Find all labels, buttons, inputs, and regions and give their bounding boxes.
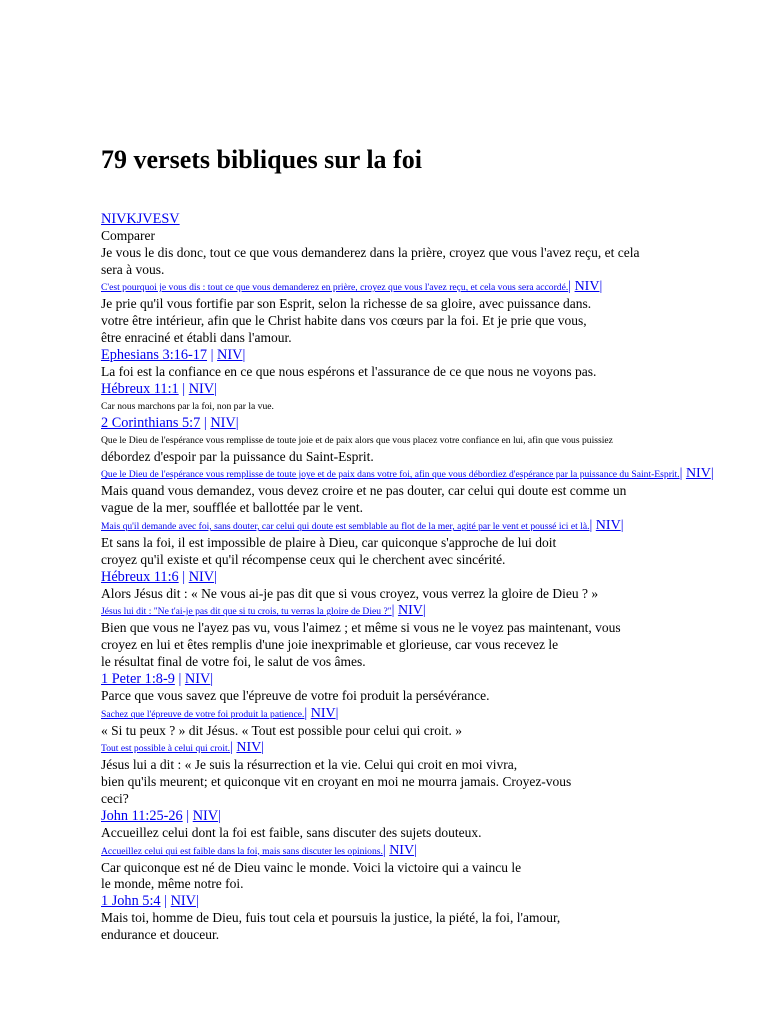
verse-text: Je prie qu'il vous fortifie par son Esprit, selon la richesse de sa gloire, avec puissance dans. <box>101 296 592 312</box>
reference-link[interactable]: John 11:25-26 <box>101 807 183 824</box>
version-tabs-link[interactable]: NIVKJVESV <box>101 211 180 227</box>
reference-link[interactable]: 2 Corinthians 5:7 <box>101 414 201 431</box>
separator: | <box>242 346 246 363</box>
verse-block <box>101 620 741 687</box>
verse-reference <box>101 381 741 398</box>
niv-link[interactable]: NIV <box>397 603 423 619</box>
separator: | <box>382 842 390 858</box>
verse-reference <box>101 415 741 432</box>
verse-text: ceci? <box>101 790 129 806</box>
verse-text: Je vous le dis donc, tout ce que vous demanderez dans la prière, croyez que vous l'avez reçu, et cela <box>101 244 640 260</box>
compare-label: Comparer <box>101 228 155 243</box>
verse-text: Car quiconque est né de Dieu vainc le monde. Voici la victoire qui a vaincu le <box>101 859 522 875</box>
alt-translation-link[interactable]: Que le Dieu de l'espérance vous remplisse de toute joye et de paix dans votre foi, afin que vous débordiez d'espérance par la puissance du Saint-Esprit. <box>101 469 680 481</box>
niv-wrap <box>383 843 417 858</box>
verse-text: Alors Jésus dit : « Ne vous ai-je pas dit que si vous croyez, vous verrez la gloire de Dieu ? » <box>101 585 599 601</box>
verse-block <box>101 723 741 758</box>
alt-translation <box>101 278 741 296</box>
verse-text: Jésus lui a dit : « Je suis la résurrection et la vie. Celui qui croit en moi vivra, <box>101 757 518 773</box>
verse-text: Et sans la foi, il est impossible de plaire à Dieu, car quiconque s'approche de lui doit <box>101 534 557 550</box>
verse-text: croyez qu'il existe et qu'il récompense ceux qui le cherchent avec sincérité. <box>101 551 506 567</box>
verse-block <box>101 364 741 398</box>
separator: | <box>335 705 339 721</box>
verse-block <box>101 860 741 911</box>
verse-block <box>101 688 741 723</box>
niv-link[interactable]: NIV <box>310 705 336 721</box>
niv-link[interactable]: NIV <box>184 670 211 687</box>
alt-translation <box>101 842 741 860</box>
alt-translation-link[interactable]: Mais qu'il demande avec foi, sans douter, car celui qui doute est semblable au flot de la mer, agité par le vent et poussé ici et là. <box>101 520 590 532</box>
verse-text: le monde, même notre foi. <box>101 876 244 892</box>
niv-link[interactable]: NIV <box>389 842 415 858</box>
reference-link[interactable]: Hébreux 11:6 <box>101 568 179 585</box>
niv-wrap <box>680 466 714 481</box>
separator: | <box>182 380 189 397</box>
verse-block <box>101 483 741 535</box>
niv-wrap <box>568 279 602 294</box>
alt-translation <box>101 517 741 535</box>
separator: | <box>414 842 417 858</box>
verse-list <box>101 211 741 944</box>
separator: | <box>210 670 214 687</box>
niv-link[interactable]: NIV <box>192 807 219 824</box>
verse-block <box>101 296 741 363</box>
separator: | <box>599 279 603 295</box>
verse-text: La foi est la confiance en ce que nous espérons et l'assurance de ce que nous ne voyons pas. <box>101 363 597 379</box>
separator: | <box>210 346 218 363</box>
separator: | <box>164 893 171 910</box>
verse-text: Accueillez celui dont la foi est faible, sans discuter des sujets douteux. <box>101 824 482 840</box>
verse-text: être enraciné et établi dans l'amour. <box>101 329 292 345</box>
niv-link[interactable]: NIV <box>685 466 711 482</box>
niv-link[interactable]: NIV <box>210 414 236 431</box>
alt-translation-link[interactable]: Accueillez celui qui est faible dans la foi, mais sans discuter les opinions. <box>101 845 383 857</box>
separator: | <box>178 670 185 687</box>
verse-block <box>101 432 741 484</box>
niv-link[interactable]: NIV <box>170 893 197 910</box>
verse-text: « Si tu peux ? » dit Jésus. « Tout est possible pour celui qui croit. » <box>101 722 463 738</box>
niv-wrap <box>304 706 338 721</box>
reference-link[interactable]: 1 John 5:4 <box>101 893 161 910</box>
alt-translation <box>101 739 741 757</box>
separator: | <box>422 603 426 619</box>
niv-link[interactable]: NIV <box>217 346 243 363</box>
alt-translation-link[interactable]: Tout est possible à celui qui croit. <box>101 743 231 755</box>
reference-link[interactable]: Hébreux 11:1 <box>101 380 179 397</box>
verse-reference <box>101 671 741 688</box>
separator: | <box>391 603 398 619</box>
niv-link[interactable]: NIV <box>236 740 262 756</box>
verse-block <box>101 825 741 860</box>
niv-link[interactable]: NIV <box>188 380 215 397</box>
reference-link[interactable]: Ephesians 3:16-17 <box>101 346 208 363</box>
separator: | <box>214 568 217 585</box>
verse-block <box>101 757 741 824</box>
separator: | <box>304 705 311 721</box>
verse-text: sera à vous. <box>101 261 165 277</box>
page-title: 79 versets bibliques sur la foi <box>101 145 422 174</box>
niv-link[interactable]: NIV <box>595 517 621 533</box>
separator: | <box>710 466 714 482</box>
verse-text: croyez en lui et êtes remplis d'une joie inexprimable et glorieuse, car vous recevez le <box>101 637 559 653</box>
verse-text: Car nous marchons par la foi, non par la vue. <box>101 400 274 412</box>
verse-reference <box>101 893 741 910</box>
separator: | <box>568 279 575 295</box>
niv-link[interactable]: NIV <box>574 279 600 295</box>
separator: | <box>230 740 237 756</box>
verse-reference <box>101 347 741 364</box>
verse-text: endurance et douceur. <box>101 926 220 942</box>
alt-translation-link[interactable]: C'est pourquoi je vous dis : tout ce que vous demanderez en prière, croyez que vous l'avez reçu, et cela vous sera accordé. <box>101 282 569 294</box>
verse-text: vague de la mer, soufflée et ballottée par le vent. <box>101 500 363 516</box>
separator: | <box>620 517 624 533</box>
separator: | <box>203 414 211 431</box>
verse-reference <box>101 808 741 825</box>
verse-block <box>101 910 741 944</box>
verse-block <box>101 586 741 621</box>
separator: | <box>196 893 199 910</box>
alt-translation <box>101 465 741 483</box>
separator: | <box>679 466 686 482</box>
verse-reference <box>101 569 741 586</box>
verse-text: votre être intérieur, afin que le Christ habite dans vos cœurs par la foi. Et je prie que vous, <box>101 313 587 329</box>
separator: | <box>235 414 239 431</box>
niv-wrap <box>589 518 623 533</box>
alt-translation-link[interactable]: Jésus lui dit : "Ne t'ai-je pas dit que si tu crois, tu verras la gloire de Dieu ?" <box>101 606 392 618</box>
verse-text: Mais quand vous demandez, vous devez croire et ne pas douter, car celui qui doute est comme un <box>101 483 627 499</box>
separator: | <box>214 380 217 397</box>
verse-blocks <box>101 245 741 944</box>
verse-text: Que le Dieu de l'espérance vous remplisse de toute joie et de paix alors que vous placez votre confiance en lui, afin que vous puissiez <box>101 434 613 446</box>
alt-translation <box>101 602 741 620</box>
verse-text: bien qu'ils meurent; et quiconque vit en croyant en moi ne mourra jamais. Croyez-vous <box>101 774 572 790</box>
verse-block <box>101 245 741 297</box>
reference-link[interactable]: 1 Peter 1:8-9 <box>101 670 175 687</box>
niv-wrap <box>230 740 264 755</box>
version-tabs <box>101 211 741 228</box>
niv-wrap <box>392 603 426 618</box>
niv-link[interactable]: NIV <box>188 568 215 585</box>
verse-text: le résultat final de votre foi, le salut de vos âmes. <box>101 653 366 669</box>
separator: | <box>182 568 189 585</box>
verse-text: Bien que vous ne l'ayez pas vu, vous l'aimez ; et même si vous ne le voyez pas maintenant, vous <box>101 620 621 636</box>
alt-translation-link[interactable]: Sachez que l'épreuve de votre foi produit la patience. <box>101 708 305 720</box>
separator: | <box>186 807 193 824</box>
separator: | <box>261 740 265 756</box>
verse-text: Mais toi, homme de Dieu, fuis tout cela et poursuis la justice, la piété, la foi, l'amour, <box>101 910 561 926</box>
separator: | <box>589 517 596 533</box>
verse-text: débordez d'espoir par la puissance du Saint-Esprit. <box>101 448 374 464</box>
verse-text: Parce que vous savez que l'épreuve de votre foi produit la persévérance. <box>101 687 490 703</box>
verse-block <box>101 398 741 432</box>
verse-block <box>101 535 741 586</box>
separator: | <box>218 807 221 824</box>
alt-translation <box>101 705 741 723</box>
